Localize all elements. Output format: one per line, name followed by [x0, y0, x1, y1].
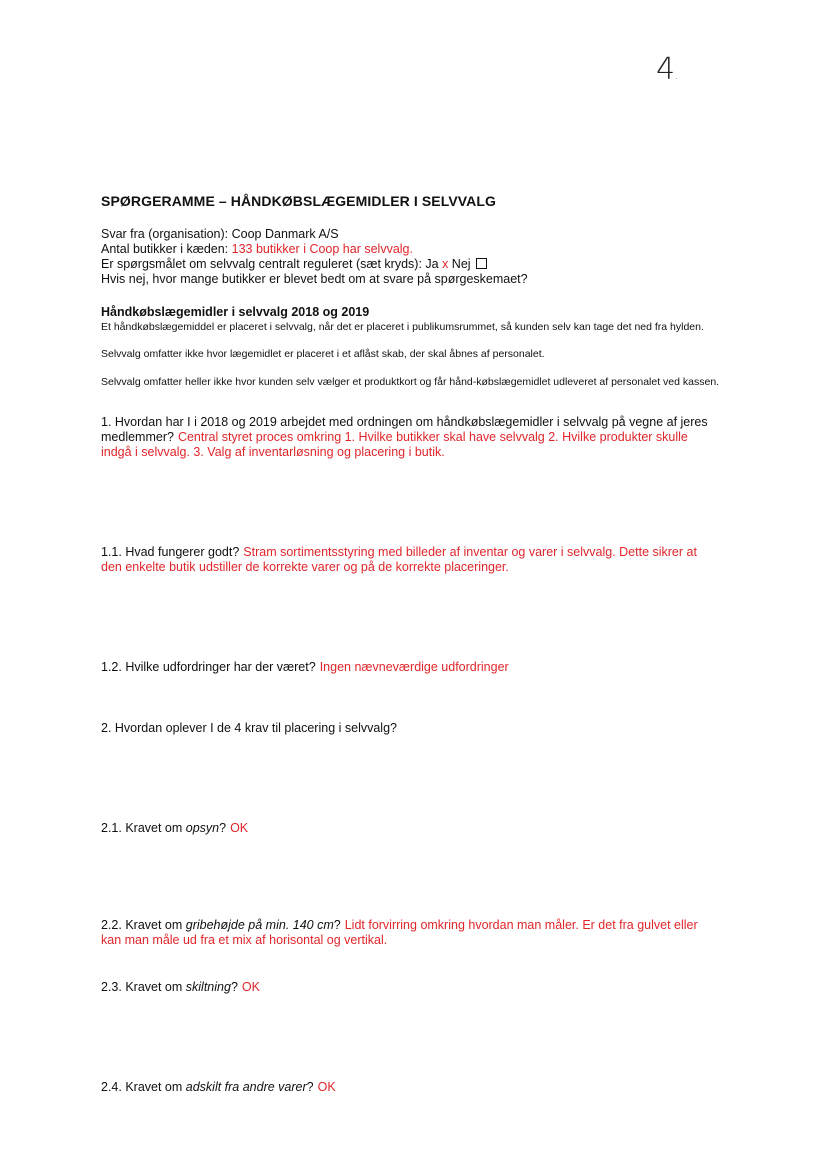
- organisation-line: Svar fra (organisation): Coop Danmark A/S: [101, 227, 339, 241]
- respondent-info: [101, 227, 528, 287]
- stores-asked-line: Hvis nej, hvor mange butikker er blevet bedt om at svare på spørgeskemaet?: [101, 272, 528, 286]
- definition-paragraph-3: Selvvalg omfatter heller ikke hvor kunden selv vælger et produktkort og får hånd-købslægemidlet udleveret af personalet ved kassen.: [101, 376, 720, 388]
- answer-2-3: OK: [241, 980, 260, 994]
- answer-2-4: OK: [317, 1080, 336, 1094]
- question-2-1: 2.1. Kravet om opsyn? OK: [101, 821, 249, 835]
- handwritten-page-number: 4.: [656, 52, 679, 87]
- yes-mark: x: [442, 257, 449, 271]
- stores-count-line: Antal butikker i kæden: 133 butikker i Coop har selvvalg.: [101, 242, 413, 256]
- section-heading: Håndkøbslægemidler i selvvalg 2018 og 2019: [101, 305, 370, 319]
- answer-1: Central styret proces omkring 1. Hvilke butikker skal have selvvalg 2. Hvilke produkter skulle indgå i selvvalg. 3. Valg af inventarløsning og placering i butik.: [101, 430, 688, 459]
- question-2-4: 2.4. Kravet om adskilt fra andre varer? OK: [101, 1080, 336, 1094]
- answer-2-1: OK: [230, 821, 249, 835]
- question-2-2: 2.2. Kravet om gribehøjde på min. 140 cm? Lidt forvirring omkring hvordan man måler. Er det fra gulvet eller kan man måle ud fra et mix af horisontal og vertikal.: [101, 918, 698, 947]
- question-2: 2. Hvordan oplever I de 4 krav til placering i selvvalg?: [101, 721, 397, 735]
- question-1-1: 1.1. Hvad fungerer godt? Stram sortimentsstyring med billeder af inventar og varer i selvvalg. Dette sikrer at den enkelte butik udstiller de korrekte varer og på de korrekte placeringer.: [101, 545, 697, 574]
- answer-1-2: Ingen nævneværdige udfordringer: [319, 660, 509, 674]
- central-regulation-line: Er spørgsmålet om selvvalg centralt reguleret (sæt kryds): Ja x Nej: [101, 257, 528, 272]
- question-2-3: 2.3. Kravet om skiltning? OK: [101, 980, 260, 994]
- answer-2-2: Lidt forvirring omkring hvordan man måler. Er det fra gulvet eller kan man måle ud fra et mix af horisontal og vertikal.: [101, 918, 698, 947]
- stores-count-answer: 133 butikker i Coop har selvvalg.: [231, 242, 413, 256]
- no-checkbox[interactable]: [476, 258, 487, 269]
- answer-1-1: Stram sortimentsstyring med billeder af inventar og varer i selvvalg. Dette sikrer at den enkelte butik udstiller de korrekte varer og på de korrekte placeringer.: [101, 545, 697, 574]
- question-1: 1. Hvordan har I i 2018 og 2019 arbejdet med ordningen om håndkøbslægemidler i selvvalg på vegne af jeres medlemmer? Central styret proces omkring 1. Hvilke butikker skal have selvvalg 2. Hvilke produkter skulle indgå i selvvalg. 3. Valg af inventarløsning og placering i butik.: [101, 415, 708, 459]
- definition-paragraph-1: Et håndkøbslægemiddel er placeret i selvvalg, når det er placeret i publikumsrummet, så kunden selv kan tage det ned fra hylden.: [101, 321, 704, 333]
- question-1-2: 1.2. Hvilke udfordringer har der været? Ingen nævneværdige udfordringer: [101, 660, 509, 674]
- definition-paragraph-2: Selvvalg omfatter ikke hvor lægemidlet er placeret i et aflåst skab, der skal åbnes af personalet.: [101, 348, 545, 360]
- document-title: SPØRGERAMME – HÅNDKØBSLÆGEMIDLER I SELVVALG: [101, 193, 497, 209]
